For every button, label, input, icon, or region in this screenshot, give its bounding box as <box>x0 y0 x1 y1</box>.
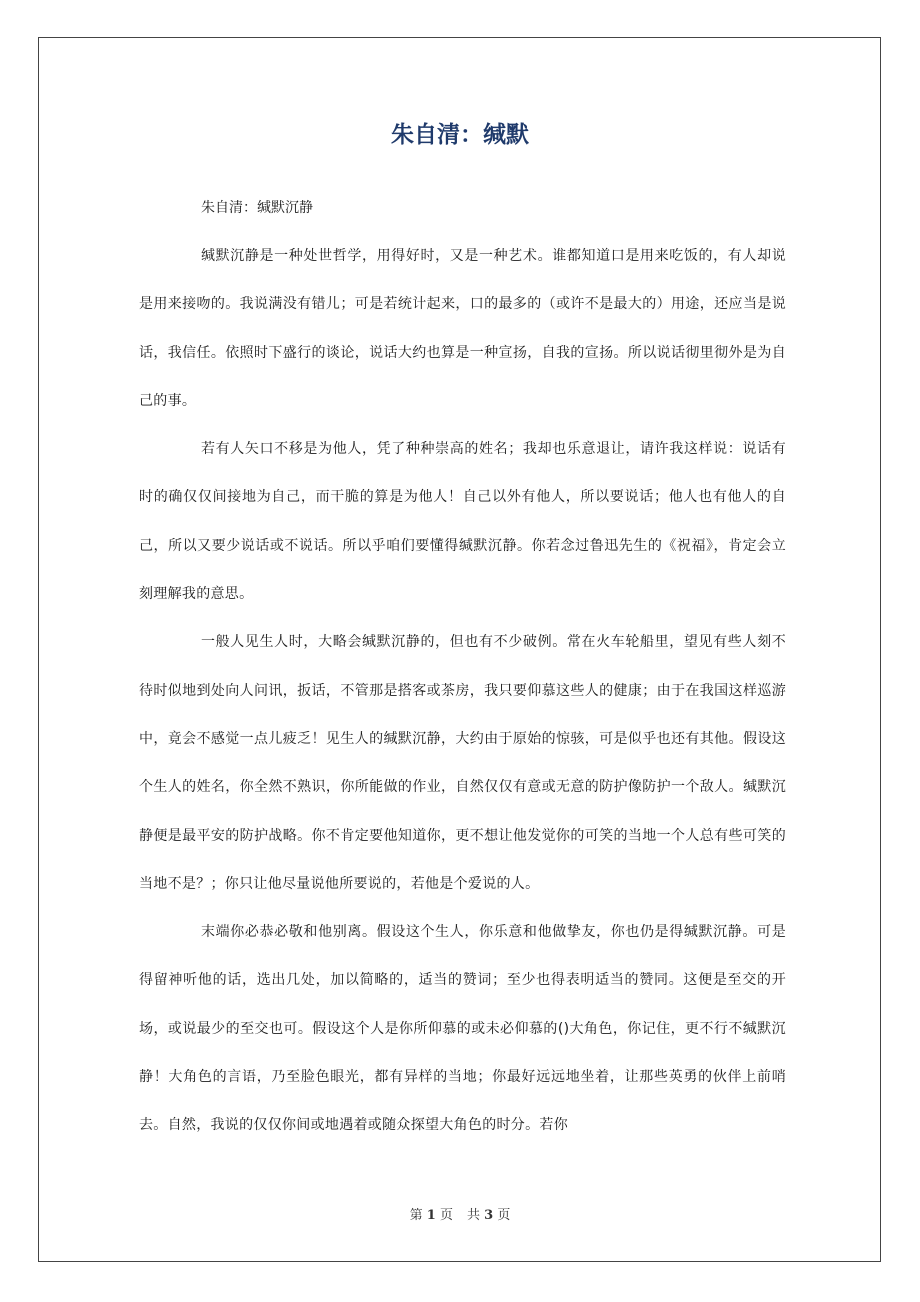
total-pages-number: 3 <box>484 1208 494 1223</box>
footer-page-label: 页 <box>439 1208 453 1223</box>
paragraph-1: 缄默沉静是一种处世哲学，用得好时，又是一种艺术。谁都知道口是用来吃饭的，有人却说是用来接吻的。我说满没有错儿；可是若统计起来，口的最多的（或许不是最大的）用途，还应当是说话，我信任。依照时下盛行的谈论，说话大约也算是一种宣扬，自我的宣扬。所以说话彻里彻外是为自己的事。 <box>139 248 786 409</box>
document-body <box>139 184 786 1150</box>
subtitle: 朱自清：缄默沉静 <box>201 200 313 216</box>
paragraph-2: 若有人矢口不移是为他人，凭了种种崇高的姓名；我却也乐意退让，请许我这样说：说话有时的确仅仅间接地为自己，而干脆的算是为他人！自己以外有他人，所以要说话；他人也有他人的自己，所以又要少说话或不说话。所以乎咱们要懂得缄默沉静。你若念过鲁迅先生的《祝福》，肯定会立刻理解我的意思。 <box>139 441 786 603</box>
footer-total-label: 页 <box>497 1208 511 1223</box>
page-title: 朱自清：缄默 <box>391 122 529 148</box>
page-footer <box>0 1206 920 1226</box>
current-page-number: 1 <box>426 1208 436 1223</box>
footer-prefix: 第 <box>409 1208 423 1223</box>
paragraph-4: 末端你必恭必敬和他别离。假设这个生人，你乐意和他做挚友，你也仍是得缄默沉静。可是得留神听他的话，选出几处，加以简略的，适当的赞词；至少也得表明适当的赞同。这便是至交的开场，或说最少的至交也可。假设这个人是你所仰慕的或未必仰慕的()大角色，你记住，更不行不缄默沉静！大角色的言语，乃至脸色眼光，都有异样的当地；你最好远远地坐着，让那些英勇的伙伴上前哨去。自然，我说的仅仅你间或地遇着或随众探望大角色的时分。若你 <box>139 924 786 1134</box>
footer-total-prefix: 共 <box>467 1208 481 1223</box>
paragraph-3: 一般人见生人时，大略会缄默沉静的，但也有不少破例。常在火车轮船里，望见有些人刻不待时似地到处向人问讯，扳话，不管那是搭客或茶房，我只要仰慕这些人的健康；由于在我国这样巡游中，竟会不感觉一点儿疲乏！见生人的缄默沉静，大约由于原始的惊骇，可是似乎也还有其他。假设这个生人的姓名，你全然不熟识，你所能做的作业，自然仅仅有意或无意的防护像防护一个敌人。缄默沉静便是最平安的防护战略。你不肯定要他知道你，更不想让他发觉你的可笑的当地一个人总有些可笑的当地不是？；你只让他尽量说他所要说的，若他是个爱说的人。 <box>139 634 786 892</box>
